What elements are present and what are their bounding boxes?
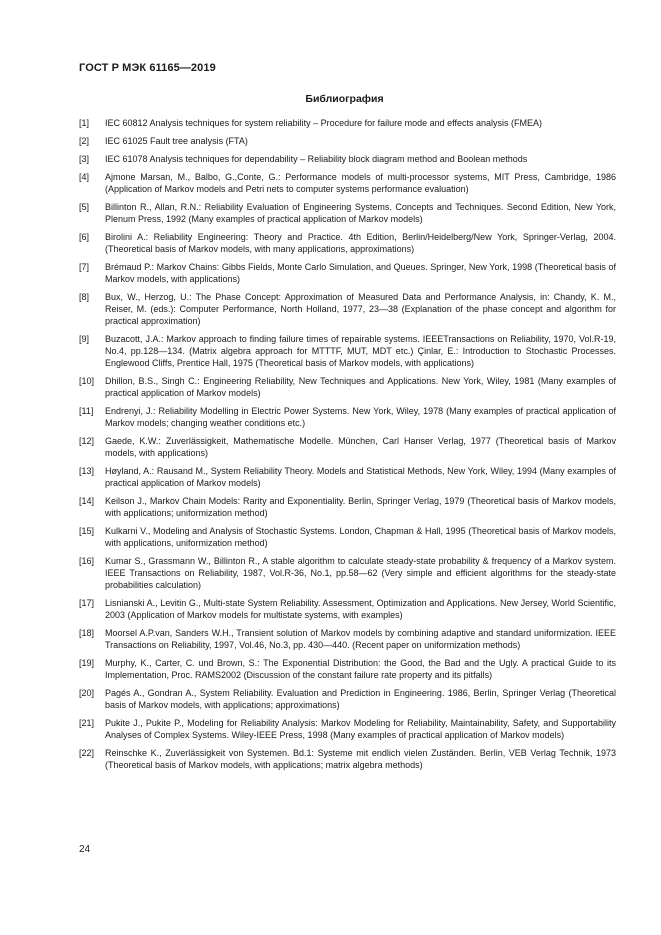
reference-number: [1] xyxy=(79,118,90,128)
reference-item xyxy=(79,496,616,520)
reference-item xyxy=(79,466,616,490)
reference-item xyxy=(79,598,616,622)
reference-text: Kumar S., Grassmann W., Billinton R., A stable algorithm to calculate steady-state probability & frequency of a Markov system. IEEE Transactions on Reliability, 1987, Vol.R-36, No.1, pp.58—62 (Very simple and efficient algorithms for the steady-state probabilities calculation) xyxy=(105,556,616,590)
reference-number: [11] xyxy=(79,406,94,417)
reference-text: Dhillon, B.S., Singh C.: Engineering Reliability, New Techniques and Applications. New York, Wiley, 1981 (Many examples of practical application of Markov models) xyxy=(105,376,616,398)
bibliography-title: Библиография xyxy=(305,93,384,105)
reference-text: Bux, W., Herzog, U.: The Phase Concept: Approximation of Measured Data and Performance Analysis, in: Chandy, K. M., Reiser, M. (eds.): Computer Performance, North Holland, 1977, 23—38 (Explanation of the phase concept and algorithm for practical approximation) xyxy=(105,292,616,327)
reference-text: Pukite J., Pukite P., Modeling for Reliability Analysis: Markov Modeling for Reliability, Maintainability, Safety, and Supportability Analyses of Complex Systems. Wiley-IEEE Press, 1998 (Many examples of practical application of Markov models) xyxy=(105,718,616,740)
reference-item xyxy=(79,232,616,256)
reference-item xyxy=(79,154,616,166)
reference-number: [17] xyxy=(79,598,95,608)
reference-item xyxy=(79,376,616,400)
reference-number: [10] xyxy=(79,376,95,387)
reference-item xyxy=(79,436,616,460)
page-number: 24 xyxy=(79,844,91,855)
reference-text: IEC 60812 Analysis techniques for system reliability – Procedure for failure mode and effects analysis (FMEA) xyxy=(105,118,543,128)
reference-item xyxy=(79,688,616,712)
reference-item xyxy=(79,526,616,550)
reference-text: Keilson J., Markov Chain Models: Rarity and Exponentiality. Berlin, Springer Verlag, 1979 (Theoretical basis of Markov models, with applications; uniformization method) xyxy=(105,496,616,518)
reference-item xyxy=(79,262,616,286)
reference-number: [18] xyxy=(79,628,95,638)
reference-text: Endrenyi, J.: Reliability Modelling in Electric Power Systems. New York, Wiley, 1978 (Many examples of practical application of Markov models; changing weather conditions etc.) xyxy=(105,406,616,428)
reference-number: [13] xyxy=(79,466,95,477)
reference-item xyxy=(79,334,616,370)
reference-number: [3] xyxy=(79,154,90,165)
reference-number: [4] xyxy=(79,172,90,183)
reference-item xyxy=(79,202,616,226)
reference-text: Kulkarni V., Modeling and Analysis of Stochastic Systems. London, Chapman & Hall, 1995 (Theoretical basis of Markov models, with applications, uniformization method) xyxy=(105,526,616,548)
reference-item xyxy=(79,718,616,742)
reference-text: Billinton R., Allan, R.N.: Reliability Evaluation of Engineering Systems. Concepts and Techniques. Second Edition, New York, Plenum Press, 1992 (Many examples of practical application of Markov models) xyxy=(105,202,616,225)
reference-number: [14] xyxy=(79,496,95,507)
reference-item xyxy=(79,292,616,328)
reference-item xyxy=(79,172,616,196)
reference-list xyxy=(79,118,616,778)
reference-number: [8] xyxy=(79,292,90,303)
reference-number: [5] xyxy=(79,202,90,213)
reference-number: [6] xyxy=(79,232,90,243)
reference-number: [20] xyxy=(79,688,95,698)
reference-item xyxy=(79,628,616,652)
reference-text: Buzacott, J.A.: Markov approach to finding failure times of repairable systems. IEEETransactions on Reliability, 1970, Vol.R-19, No.4, pp.128—134. (Matrix algebra approach for MTTTF, MUT, MDT etc.) Çinlar, E.: Introduction to Stochastic Processes. Englewood Cliffs, Prentice Hall, 1975 (Theoretical basis of Markov models, with applications) xyxy=(105,334,616,368)
reference-item xyxy=(79,748,616,772)
reference-text: Lisnianski A., Levitin G., Multi-state System Reliability. Assessment, Optimization and Applications. New Jersey, World Scientific, 2003 (Application of Markov models for multistate systems, with examples) xyxy=(105,598,616,620)
reference-number: [16] xyxy=(79,556,95,567)
reference-text: IEC 61025 Fault tree analysis (FTA) xyxy=(105,136,248,147)
reference-number: [21] xyxy=(79,718,95,728)
reference-number: [19] xyxy=(79,658,95,668)
reference-number: [9] xyxy=(79,334,90,345)
reference-text: Moorsel A.P.van, Sanders W.H., Transient solution of Markov models by combining adaptive and standard uniformization. IEEE Transactions on Reliability, 1997, Vol.46, No.3, pp. 430—440. (Recent paper on uniformization methods) xyxy=(105,628,616,650)
reference-text: Pagés A., Gondran A., System Reliability. Evaluation and Prediction in Engineering. 1986, Berlin, Springer Verlag (Theoretical basis of Markov models, with applications; approximations) xyxy=(105,688,616,710)
reference-number: [15] xyxy=(79,526,95,537)
reference-number: [2] xyxy=(79,136,90,147)
reference-number: [22] xyxy=(79,748,95,758)
reference-item xyxy=(79,136,616,148)
reference-item xyxy=(79,556,616,592)
reference-text: Høyland, A.: Rausand M., System Reliability Theory. Models and Statistical Methods, New York, Wiley, 1994 (Many examples of practical application of Markov models) xyxy=(105,466,616,488)
reference-text: Reinschke K., Zuverlässigkeit von Systemen. Bd.1: Systeme mit endlich vielen Zuständen. Berlin, VEB Verlag Technik, 1973 (Theoretical basis of Markov models, with applications; matrix algebra methods) xyxy=(105,748,616,770)
reference-text: Ajmone Marsan, M., Balbo, G.,Conte, G.: Performance models of multi-processor systems, MIT Press, Cambridge, 1986 (Application of Markov models and Petri nets to computer systems performance evaluation) xyxy=(105,172,616,195)
reference-item xyxy=(79,658,616,682)
reference-number: [7] xyxy=(79,262,90,273)
reference-text: IEC 61078 Analysis techniques for dependability – Reliability block diagram method and Boolean methods xyxy=(105,154,528,165)
reference-text: Brémaud P.: Markov Chains: Gibbs Fields, Monte Carlo Simulation, and Queues. Springer, New York, 1998 (Theoretical basis of Markov models, with applications) xyxy=(105,262,616,285)
standard-header: ГОСТ Р МЭК 61165—2019 xyxy=(79,62,216,74)
reference-item xyxy=(79,406,616,430)
reference-text: Murphy, K., Carter, C. und Brown, S.: The Exponential Distribution: the Good, the Bad and the Ugly. A practical Guide to its Implementation, Proc. RAMS2002 (Discussion of the constant failure rate property and its pitfalls) xyxy=(105,658,616,680)
reference-text: Birolini A.: Reliability Engineering: Theory and Practice. 4th Edition, Berlin/Heidelberg/New York, Springer-Verlag, 2004. (Theoretical basis of Markov models, with many applications, approximations) xyxy=(105,232,616,255)
reference-text: Gaede, K.W.: Zuverlässigkeit, Mathematische Modelle. München, Carl Hanser Verlag, 1977 (Theoretical basis of Markov models, with applications) xyxy=(105,436,616,458)
reference-item xyxy=(79,118,616,130)
reference-number: [12] xyxy=(79,436,95,447)
